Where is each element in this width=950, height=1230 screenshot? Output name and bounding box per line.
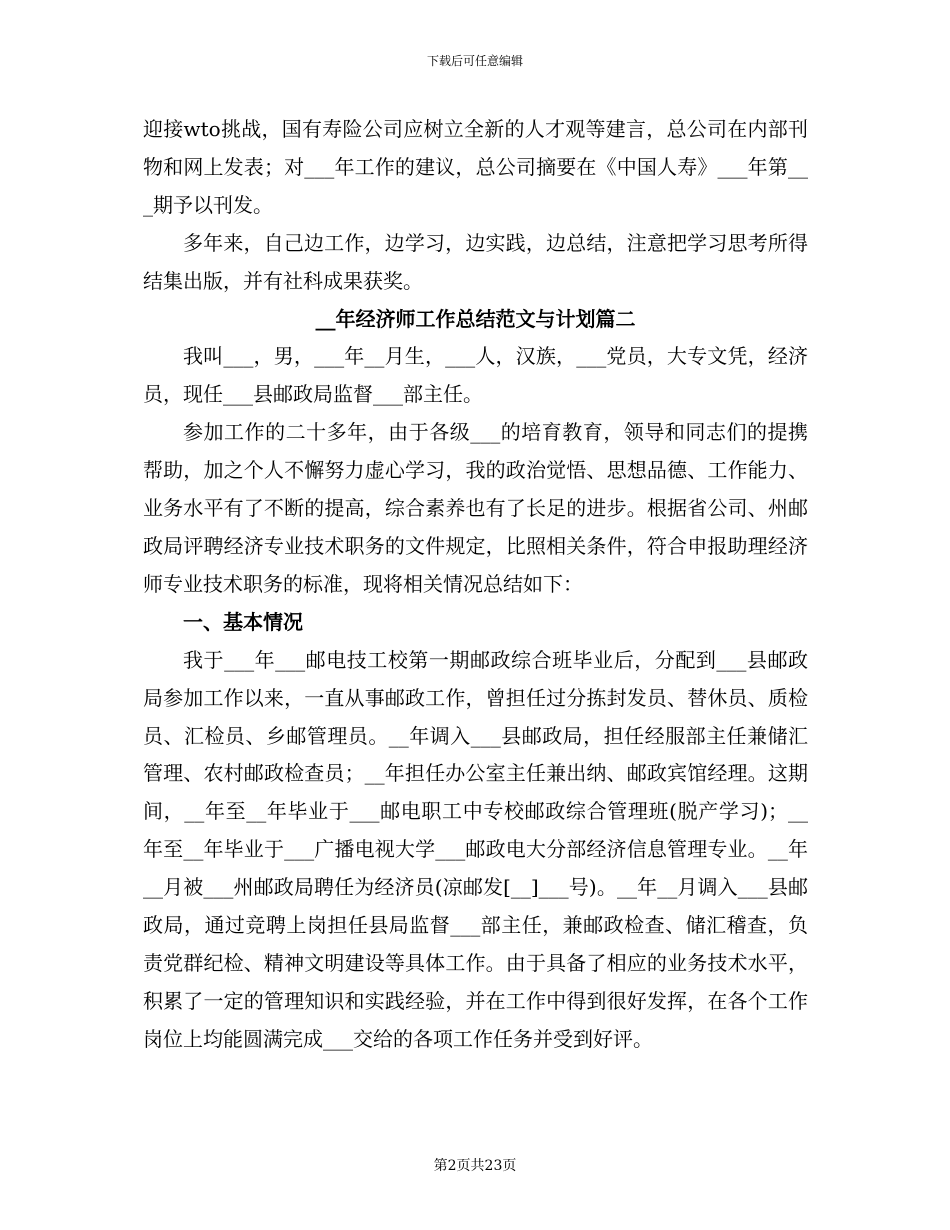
section-heading-basic-info: 一、基本情况 — [183, 609, 303, 634]
paragraph-intro: 我叫___，男，___年__月生，___人，汉族，___党员，大专文凭，经济员，现任___县邮政局监督___部主任。 — [143, 344, 808, 407]
paragraph-basic-info: 我于___年___邮电技工校第一期邮政综合班毕业后，分配到___县邮政局参加工作以来，一直从事邮政工作，曾担任过分拣封发员、替休员、质检员、汇检员、乡邮管理员。__年调入___县邮政局，担任经服部主任兼储汇管理、农村邮政检查员；__年担任办公室主任兼出纳、邮政宾馆经理。这期间，__年至__年毕业于___邮电职工中专校邮政综合管理班(脱产学习)；__年至__年毕业于___广播电视大学___邮政电大分部经济信息管理专业。__年__月被___州邮政局聘任为经济员(凉邮发[__]___号)。__年__月调入___县邮政局，通过竞聘上岗担任县局监督___部主任，兼邮政检查、储汇稽查，负责党群纪检、精神文明建设等具体工作。由于具备了相应的业务技术水平，积累了一定的管理知识和实践经验，并在工作中得到很好发挥，在各个工作岗位上均能圆满完成___交给的各项工作任务并受到好评。 — [143, 647, 808, 1051]
page-number: 第2页共23页 — [433, 1158, 517, 1174]
section-title: __年经济师工作总结范文与计划篇二 — [315, 306, 636, 331]
page-header: 下载后可任意编辑 — [426, 54, 523, 68]
document-body — [143, 111, 808, 1059]
paragraph-summary: 多年来，自己边工作，边学习，边实践，边总结，注意把学习思考所得结集出版，并有社科成果获奖。 — [143, 230, 808, 293]
paragraph-continued: 迎接wto挑战，国有寿险公司应树立全新的人才观等建言，总公司在内部刊物和网上发表；对___年工作的建议，总公司摘要在《中国人寿》___年第___期予以刊发。 — [143, 117, 808, 217]
paragraph-background: 参加工作的二十多年，由于各级___的培育教育，领导和同志们的提携帮助，加之个人不懈努力虚心学习，我的政治觉悟、思想品德、工作能力、业务水平有了不断的提高，综合素养也有了长足的进步。根据省公司、州邮政局评聘经济专业技术职务的文件规定，比照相关条件，符合申报助理经济师专业技术职务的标准，现将相关情况总结如下： — [143, 420, 808, 596]
